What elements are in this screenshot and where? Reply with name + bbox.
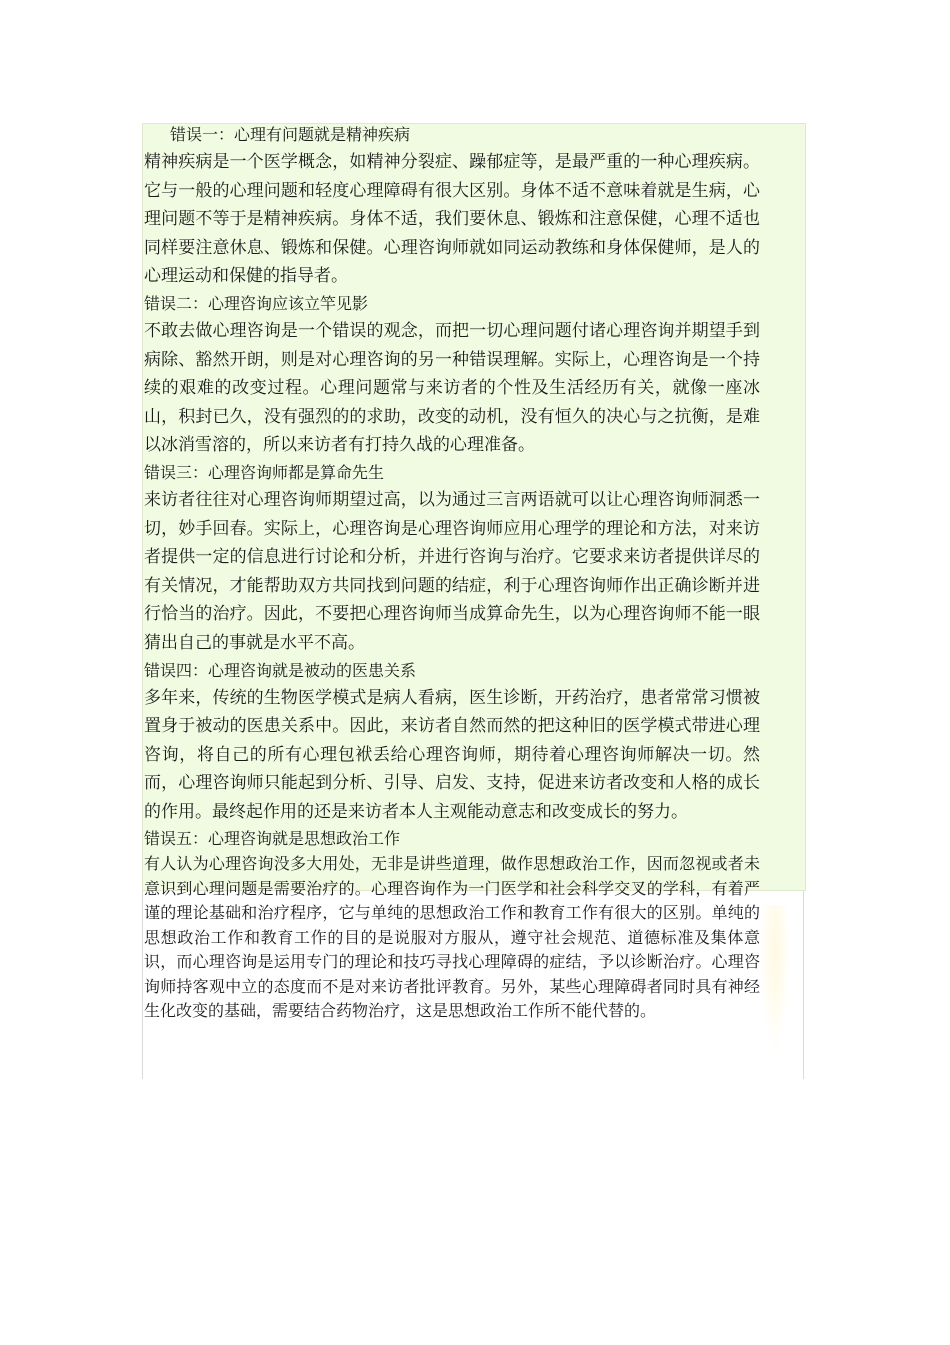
section-body-4: 多年来，传统的生物医学模式是病人看病，医生诊断，开药治疗，患者常常习惯被置身于被动的医患关系中。因此，来访者自然而然的把这种旧的医学模式带进心理咨询，将自己的所有心理包袱丢给心理咨询师，期待着心理咨询师解决一切。然而，心理咨询师只能起到分析、引导、启发、支持，促进来访者改变和人格的成长的作用。最终起作用的还是来访者本人主观能动意志和改变成长的努力。 [144,687,760,822]
section-heading-1: 错误一：心理有问题就是精神疾病 [170,125,411,144]
section-heading-3: 错误三：心理咨询师都是算命先生 [144,462,385,482]
section-body-1: 精神疾病是一个医学概念，如精神分裂症、躁郁症等，是最严重的一种心理疾病。它与一般的心理问题和轻度心理障碍有很大区别。身体不适不意味着就是生病，心理问题不等于是精神疾病。身体不适，我们要休息、锻炼和注意保健，心理不适也同样要注意休息、锻炼和保健。心理咨询师就如同运动教练和身体保健师，是人的心理运动和保健的指导者。 [144,152,760,287]
faint-watermark-blot [760,905,790,1055]
article-content [144,122,760,1024]
section-heading-5: 错误五：心理咨询就是思想政治工作 [144,829,401,849]
section-body-2: 不敢去做心理咨询是一个错误的观念，而把一切心理问题付诸心理咨询并期望手到病除、豁然开朗，则是对心理咨询的另一种错误理解。实际上，心理咨询是一个持续的艰难的改变过程。心理问题常与来访者的个性及生活经历有关，就像一座冰山，积封已久，没有强烈的的求助，改变的动机，没有恒久的决心与之抗衡，是难以冰消雪溶的，所以来访者有打持久战的心理准备。 [144,320,760,456]
section-heading-2: 错误二：心理咨询应该立竿见影 [144,293,369,313]
section-heading-4: 错误四：心理咨询就是被动的医患关系 [144,660,417,680]
section-body-3: 来访者往往对心理咨询师期望过高，以为通过三言两语就可以让心理咨询师洞悉一切，妙手回春。实际上，心理咨询是心理咨询师应用心理学的理论和方法，对来访者提供一定的信息进行讨论和分析，并进行咨询与治疗。它要求来访者提供详尽的有关情况，才能帮助双方共同找到问题的结症，利于心理咨询师作出正确诊断并进行恰当的治疗。因此，不要把心理咨询师当成算命先生，以为心理咨询师不能一眼猜出自己的事就是水平不高。 [144,489,760,653]
section-body-5: 有人认为心理咨询没多大用处，无非是讲些道理，做作思想政治工作，因而忽视或者未意识到心理问题是需要治疗的。心理咨询作为一门医学和社会科学交叉的学科，有着严谨的理论基础和治疗程序，它与单纯的思想政治工作和教育工作有很大的区别。单纯的思想政治工作和教育工作的目的是说服对方服从，遵守社会规范、道德标准及集体意识，而心理咨询是运用专门的理论和技巧寻找心理障碍的症结，予以诊断治疗。心理咨询师持客观中立的态度而不是对来访者批评教育。另外，某些心理障碍者同时具有神经生化改变的基础，需要结合药物治疗，这是思想政治工作所不能代替的。 [144,854,760,1021]
